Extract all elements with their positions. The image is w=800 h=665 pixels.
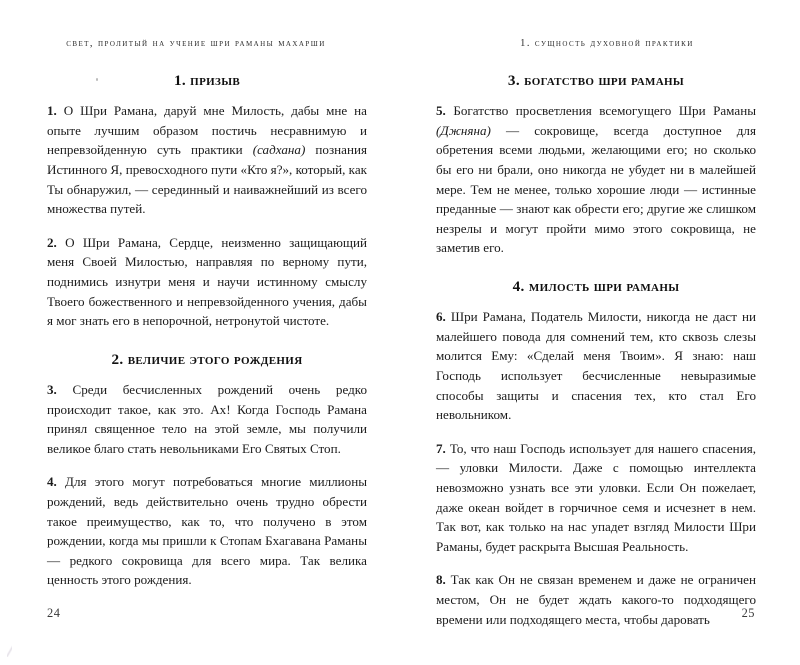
paragraph-5-italic-term: (Джняна) (436, 122, 491, 138)
paragraph-2-text: О Шри Рамана, Сердце, неизменно защищающий меня Своей Милостью, направляя по верному пути, поднимись изнутри меня и научи истинному смыслу Твоего божественного и непревзойденного учения, дабы я мог знать его в непорочной, нетронутой чистоте. (47, 234, 367, 329)
section-heading-3: 3. богатство шри раманы (507, 72, 685, 89)
paragraph-1 (47, 101, 367, 219)
paragraph-1-text-a: О Шри Рамана, даруй мне Милость, дабы мне на опыте лучшим образом постичь несравнимую и непревзойденную суть практики (47, 103, 367, 158)
paragraph-7 (436, 439, 756, 557)
paragraph-number-6: 6. (436, 309, 446, 325)
paragraph-number-8: 8. (436, 572, 446, 588)
paragraph-4 (47, 472, 367, 590)
scan-edge-artifact (7, 645, 12, 657)
paragraph-1-text-b: познания Истинного Я, превосходного пути «Кто я?», который, как Ты обнаружил, — серединный и наиважнейший из всего множества путей. (47, 142, 368, 217)
section-heading-1: 1. призыв (173, 72, 241, 89)
paragraph-7-text: То, что наш Господь использует для нашего спасения, — уловки Милости. Даже с помощью интеллекта невозможно узнать все эти уловки. Если Он пожелает, даже океан войдет в горчичное семя и исчезнет в нем. Так вот, как только на нас упадет взгляд Милости Шри Раманы, будет раскрыта Высшая Реальность. (436, 440, 756, 554)
left-page-text-column (47, 72, 367, 590)
right-page-text-column (436, 72, 756, 629)
running-head-left: свет, пролитый на учение шри раманы махарши (66, 38, 326, 49)
paragraph-2 (47, 233, 367, 331)
paragraph-number-5: 5. (436, 103, 446, 119)
paragraph-3 (47, 380, 367, 458)
paragraph-number-7: 7. (436, 440, 446, 456)
paragraph-8-text: Так как Он не связан временем и даже не ограничен местом, Он не будет ждать какого-то подходящего времени или подходящего места, чтобы даровать (436, 572, 756, 627)
paragraph-number-2: 2. (47, 234, 57, 250)
paragraph-number-3: 3. (47, 382, 57, 397)
paragraph-6-text: Шри Рамана, Податель Милости, никогда не даст ни малейшего повода для сомнений тем, кто сквозь слезы молится Ему: «Сделай меня Твоим». Я знаю: наш Господь использует бесчисленные невыразимые способы защиты и спасения тех, кто стал Его невольником. (436, 309, 756, 423)
section-heading-4: 4. милость шри раманы (512, 277, 680, 295)
paragraph-5-text-a: Богатство просветления всемогущего Шри Раманы (445, 103, 756, 119)
paragraph-3-text: Среди бесчисленных рождений очень редко происходит такое, как это. Ах! Когда Господь Рамана принял священное тело на этой земле, мы получили великое благо стать невольниками Его Святых Стоп. (47, 382, 367, 456)
paragraph-8 (436, 570, 756, 629)
paragraph-number-4: 4. (47, 474, 57, 490)
running-head-right: 1. сущность духовной практики (520, 38, 694, 49)
paragraph-1-italic-term: (садхана) (252, 142, 306, 158)
paragraph-4-text: Для этого могут потребоваться многие миллионы рождений, ведь действительно очень трудно обрести такое преимущество, как то, что получено в этом рождении, когда мы пришли к Стопам Бхагавана Раманы — редкого сокровища для всего мира. Так велика ценность этого рождения. (47, 474, 367, 588)
right-page (400, 0, 800, 665)
paragraph-5 (436, 101, 756, 258)
section-heading-2: 2. величие этого рождения (111, 350, 303, 368)
paragraph-5-text-b: — сокровище, всегда доступное для обретения всеми людьми, желающими его; но сколько бы его ни брали, оно никогда не убудет ни в малейшей мере. Тем не менее, только хорошие люди — истинные преданные — знают как обрести его; другие же слишком незрелы и могут пройти мимо этого сокровища, не заметив его. (436, 122, 756, 256)
paragraph-number-1: 1. (47, 103, 57, 119)
page-number-left: 24 (47, 606, 61, 620)
page-number-right: 25 (741, 606, 755, 620)
paragraph-6 (436, 307, 756, 425)
